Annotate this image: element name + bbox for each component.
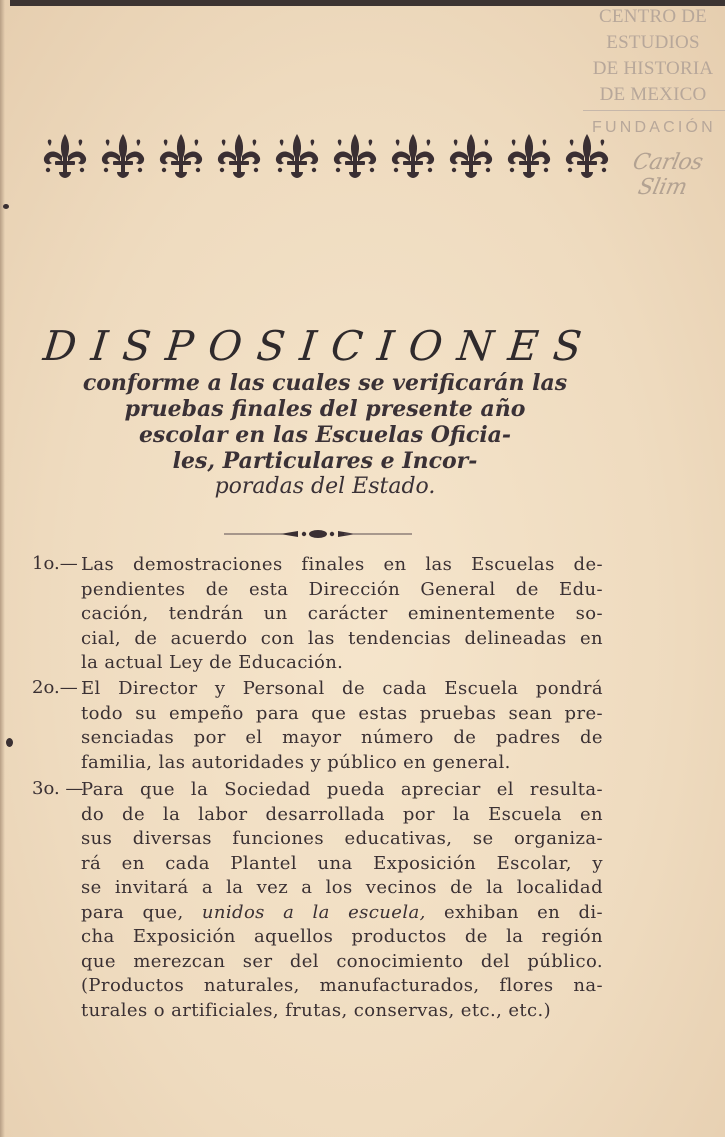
- text-segment: exhiban en di-: [444, 901, 604, 923]
- stamp-line: DE HISTORIA: [592, 58, 714, 79]
- text-line: senciadas por el mayor número de padres de: [81, 727, 603, 748]
- subtitle-line: poradas del Estado.: [214, 474, 436, 499]
- text-line-with-emphasis: [81, 901, 603, 926]
- text-segment: para que,: [81, 901, 184, 923]
- subtitle-line: les, Particulares e Incor-: [172, 448, 478, 474]
- text-line: sus diversas funciones educativas, se organiza-: [81, 828, 603, 849]
- subtitle-line: escolar en las Escuelas Oficia-: [138, 422, 512, 448]
- text-line: Las demostraciones finales en las Escuelas de-: [81, 554, 603, 575]
- stamp-line: DE MEXICO: [599, 84, 707, 105]
- text-line: rá en cada Plantel una Exposición Escolar, y: [81, 852, 603, 874]
- text-line: pendientes de esta Dirección General de Edu-: [81, 578, 603, 600]
- section-number: 2o.—: [32, 677, 78, 698]
- fleur-de-lis-icon: [154, 128, 208, 184]
- margin-ink-mark: [6, 738, 13, 747]
- section-1-text: [81, 553, 603, 676]
- text-line: se invitará a la vez a los vecinos de la localidad: [81, 877, 603, 898]
- fleur-de-lis-icon: [38, 128, 92, 184]
- subtitle: [55, 370, 595, 500]
- stamp-signature: Carlos Slim: [630, 150, 705, 200]
- archive-stamp: [583, 4, 723, 108]
- fleur-de-lis-icon: [270, 128, 324, 184]
- fleur-de-lis-icon: [444, 128, 498, 184]
- text-line: do de la labor desarrollada por la Escuela en: [81, 803, 603, 825]
- subtitle-line: conforme a las cuales se verificarán las: [82, 370, 568, 396]
- text-line: cación, tendrán un carácter eminentemente so-: [81, 603, 603, 624]
- fleur-de-lis-icon: [96, 128, 150, 184]
- text-line: Para que la Sociedad pueda apreciar el resulta-: [81, 779, 603, 800]
- section-number: 1o.—: [32, 553, 78, 574]
- stamp-divider: [583, 110, 725, 111]
- subtitle-line: pruebas finales del presente año: [124, 396, 526, 422]
- scan-left-edge: [0, 0, 5, 1137]
- text-line: cial, de acuerdo con las tendencias delineadas en: [81, 627, 603, 649]
- text-line: El Director y Personal de cada Escuela pondrá: [81, 678, 603, 699]
- fleur-de-lis-icon: [502, 128, 556, 184]
- ornamental-divider: [222, 526, 414, 542]
- fleur-de-lis-icon: [328, 128, 382, 184]
- text-line: todo su empeño para que estas pruebas sean pre-: [81, 702, 603, 724]
- text-line: que merezcan ser del conocimiento del público.: [81, 950, 603, 972]
- page-title: DISPOSICIONES: [41, 322, 599, 370]
- text-line: familia, las autoridades y público en general.: [81, 751, 511, 773]
- fleur-de-lis-icon: [212, 128, 266, 184]
- margin-ink-mark: [3, 204, 9, 209]
- text-line: la actual Ley de Educación.: [81, 652, 344, 673]
- stamp-foundation: FUNDACIÓN: [592, 119, 716, 136]
- text-line: (Productos naturales, manufacturados, flores na-: [81, 975, 603, 996]
- section-3-text: [81, 778, 603, 1023]
- stamp-line: CENTRO DE: [599, 6, 707, 27]
- stamp-line: ESTUDIOS: [606, 32, 700, 53]
- fleur-de-lis-icon: [386, 128, 440, 184]
- section-number: 3o. —: [32, 778, 84, 799]
- text-line: cha Exposición aquellos productos de la región: [81, 926, 603, 947]
- fleur-de-lis-icon: [560, 128, 614, 184]
- fleuron-border: [38, 128, 618, 184]
- text-line: turales o artificiales, frutas, conservas, etc., etc.): [81, 999, 552, 1021]
- section-2-text: [81, 677, 603, 775]
- emphasized-phrase: unidos a la escuela,: [201, 901, 426, 923]
